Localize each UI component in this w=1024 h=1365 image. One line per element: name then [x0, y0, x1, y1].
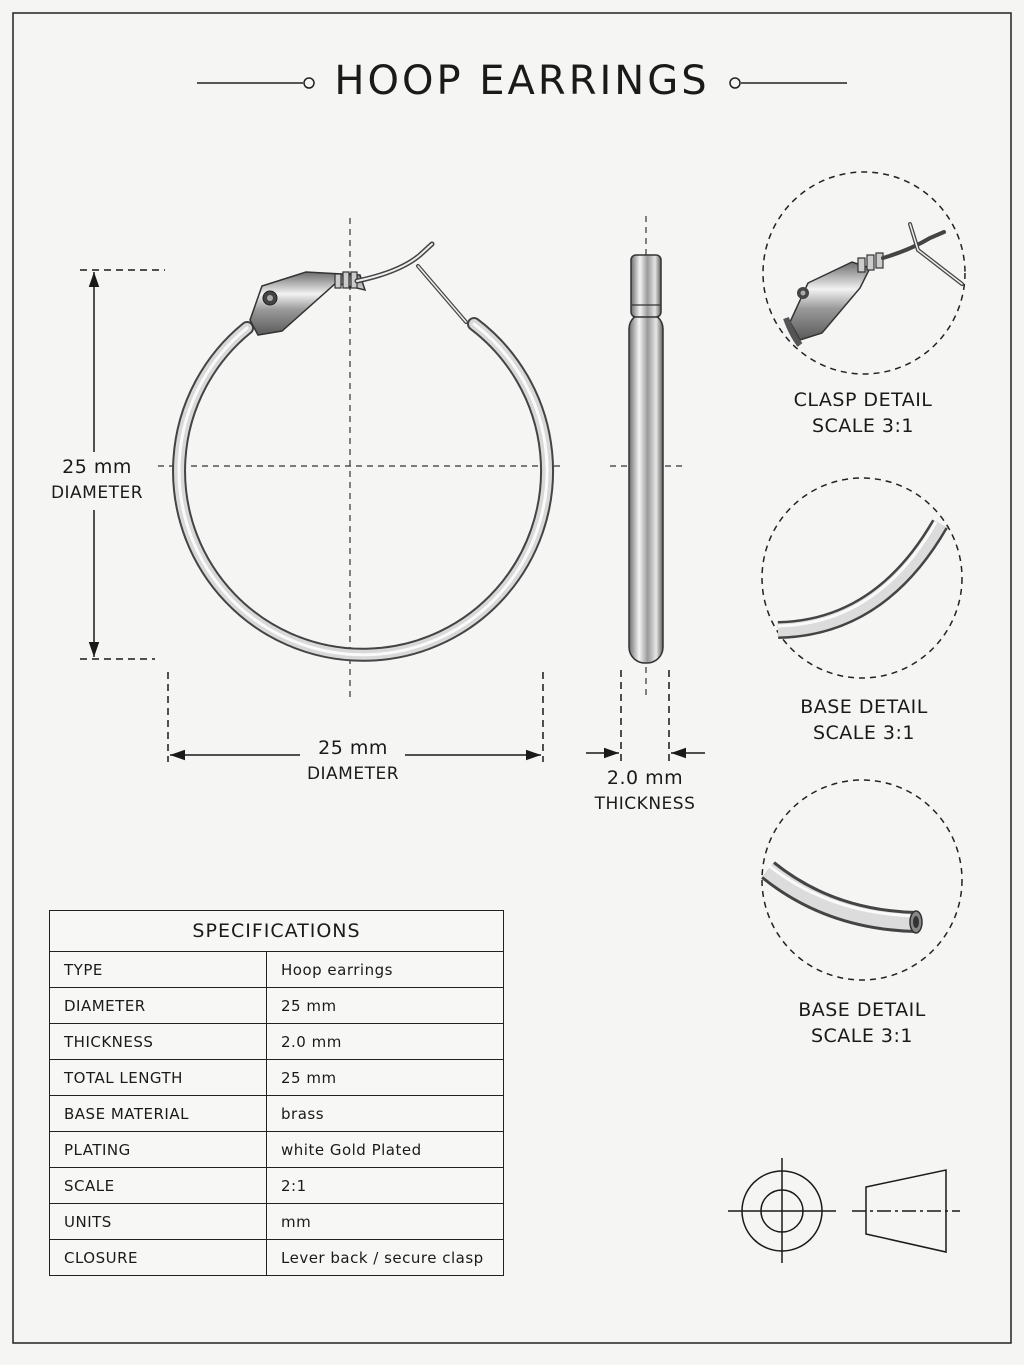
detail-scale: SCALE 3:1: [810, 1025, 914, 1047]
detail-name: BASE DETAIL: [800, 696, 928, 718]
base-detail-view-1: [762, 478, 962, 678]
table-row: [50, 1168, 504, 1204]
specifications-table: [49, 910, 504, 1276]
detail-name: BASE DETAIL: [798, 999, 926, 1021]
title-ornament-right: [730, 78, 847, 88]
table-row: [50, 1060, 504, 1096]
table-row: [50, 952, 504, 988]
projection-symbol-circle: [728, 1158, 836, 1263]
spec-key: UNITS: [50, 1204, 267, 1240]
spec-key: SCALE: [50, 1168, 267, 1204]
vertical-dimension-label: [47, 454, 147, 506]
clasp-detail-view: [763, 172, 965, 374]
thickness-dimension-value: 2.0 mm: [606, 767, 684, 789]
spec-value: 2.0 mm: [267, 1024, 504, 1060]
title-ornament-left: [197, 78, 314, 88]
base-detail-caption-1: [774, 694, 954, 746]
table-row: [50, 1024, 504, 1060]
hoop-side-view: [629, 255, 663, 663]
horizontal-dimension-value: 25 mm: [318, 737, 388, 759]
horizontal-dimension-label: [293, 735, 413, 787]
spec-value: brass: [267, 1096, 504, 1132]
table-row: [50, 1240, 504, 1276]
spec-key: DIAMETER: [50, 988, 267, 1024]
base-detail-caption-2: [772, 997, 952, 1049]
spec-key: BASE MATERIAL: [50, 1096, 267, 1132]
spec-value: white Gold Plated: [267, 1132, 504, 1168]
spec-value: Lever back / secure clasp: [267, 1240, 504, 1276]
thickness-dimension-caption: THICKNESS: [594, 794, 696, 814]
table-row: [50, 1204, 504, 1240]
page-title: HOOP EARRINGS: [334, 58, 710, 104]
clasp-detail-caption: [773, 387, 953, 439]
table-row: [50, 1132, 504, 1168]
spec-key: PLATING: [50, 1132, 267, 1168]
detail-name: CLASP DETAIL: [793, 389, 933, 411]
spec-value: 2:1: [267, 1168, 504, 1204]
spec-value: mm: [267, 1204, 504, 1240]
spec-value: Hoop earrings: [267, 952, 504, 988]
detail-scale: SCALE 3:1: [811, 415, 915, 437]
vertical-dimension-caption: DIAMETER: [50, 483, 144, 503]
thickness-dimension-label: [580, 765, 710, 817]
spec-key: THICKNESS: [50, 1024, 267, 1060]
projection-symbol-cone: [852, 1170, 960, 1252]
spec-value: 25 mm: [267, 1060, 504, 1096]
table-row: [50, 1096, 504, 1132]
detail-scale: SCALE 3:1: [812, 722, 916, 744]
specifications-heading: SPECIFICATIONS: [50, 911, 504, 952]
hoop-front-view: [179, 244, 547, 655]
horizontal-dimension-caption: DIAMETER: [306, 764, 400, 784]
base-detail-view-2: [762, 780, 962, 980]
spec-value: 25 mm: [267, 988, 504, 1024]
table-row: [50, 988, 504, 1024]
spec-key: CLOSURE: [50, 1240, 267, 1276]
spec-key: TYPE: [50, 952, 267, 988]
hoop-centerlines: [158, 216, 683, 700]
vertical-dimension-value: 25 mm: [62, 456, 132, 478]
spec-key: TOTAL LENGTH: [50, 1060, 267, 1096]
